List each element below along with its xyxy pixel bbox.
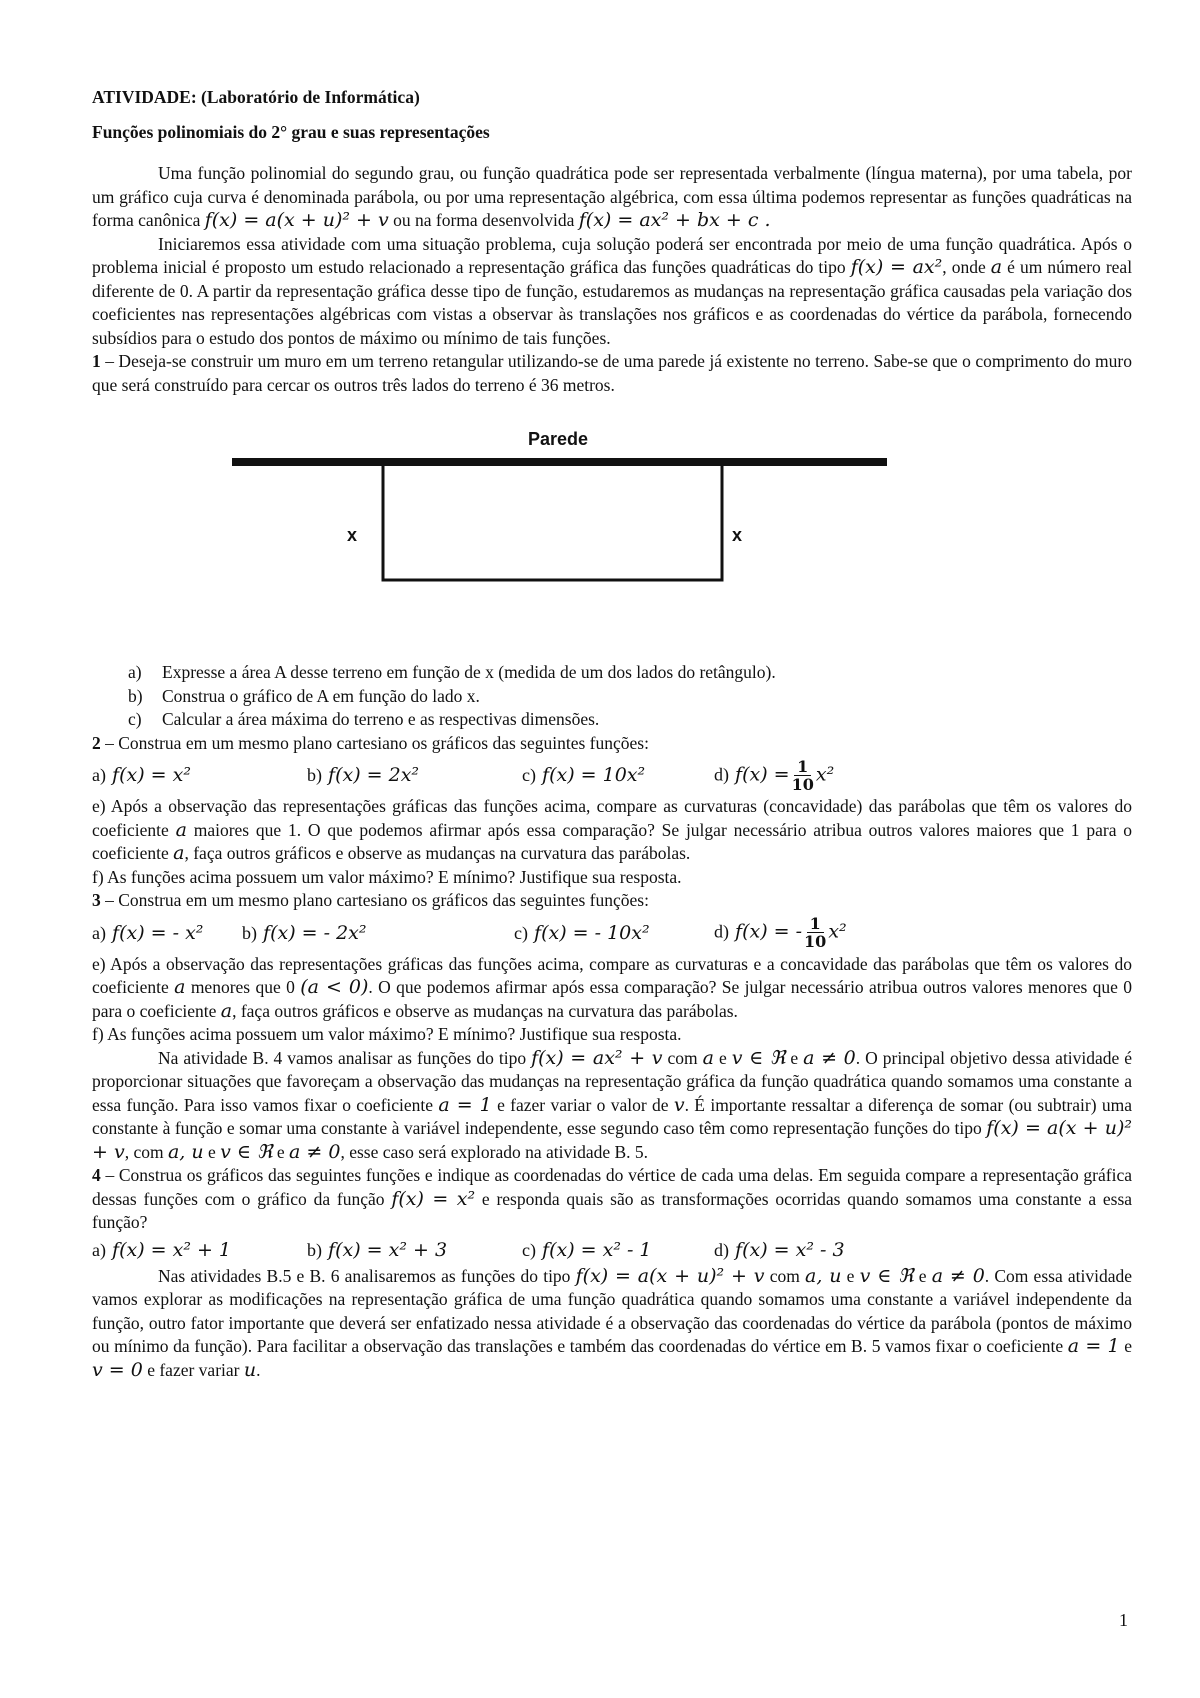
b4-intro-paragraph: Na atividade B. 4 vamos analisar as funções do tipo f(x) = ax² + v com a e v ∈ ℜ e a ≠ 0. O principal objetivo dessa atividade é proporcionar situações que favoreçam a observação das mudanças na representação gráfica da função quadrática quando somamos uma constante a essa função. Para isso vamos fixar o coeficiente a = 1 e fazer variar o valor de v. É importante ressaltar a diferença de somar (ou subtrair) uma constante à função e somar uma constante à variável independente, esse segundo caso têm como representação funções do tipo f(x) = a(x + u)² + v, com a, u e v ∈ ℜ e a ≠ 0, esse caso será explorado na atividade B. 5.	[92, 1046, 1133, 1163]
equation-item: d) f(x) = - $\frac{1}{10}$ x²	[714, 914, 847, 951]
question-4-equations	[92, 1235, 1132, 1265]
intro-paragraph-1: Uma função polinomial do segundo grau, ou função quadrática pode ser representada verbalmente (língua materna), por uma tabela, por um gráfico cuja curva é denominada parábola, ou por uma representação algébrica, com essa última podemos representar as funções quadráticas na forma canônica f(x) = a(x + u)² + v ou na forma desenvolvida f(x) = ax² + bx + c .	[92, 163, 1132, 231]
page-number: 1	[1119, 1610, 1128, 1630]
page-subtitle: Funções polinomiais do 2° grau e suas representações	[92, 121, 490, 142]
fraction: $\frac{1}{10}$	[791, 756, 814, 794]
question-3-e: e) Após a observação das representações gráficas das funções acima, compare as curvaturas e a concavidade das parábolas que têm os valores do coeficiente a menores que 0 (a < 0). O que podemos afirmar após essa comparação? Se julgar necessário atribua outros valores menores que 0 para o coeficiente a, faça outros gráficos e observe as mudanças na curvatura das parábolas.	[92, 953, 1132, 1022]
expanded-form-equation: f(x) = ax² + bx + c .	[578, 209, 771, 231]
equation-item: c) f(x) = x² - 1	[522, 1238, 652, 1261]
equation-item: b) f(x) = 2x²	[307, 764, 420, 786]
left-side-label: x	[346, 525, 358, 545]
question-2-e: e) Após a observação das representações gráficas das funções acima, compare as curvaturas (concavidade) das parábolas que têm os valores do coeficiente a maiores que 1. O que podemos afirmar após essa comparação? Se julgar necessário atribua outros valores maiores que 1 para o coeficiente a, faça outros gráficos e observe as mudanças na curvatura das parábolas.	[92, 796, 1133, 864]
b5-intro-paragraph: Nas atividades B.5 e B. 6 analisaremos as funções do tipo f(x) = a(x + u)² + v com a, u e v ∈ ℜ e a ≠ 0. Com essa atividade vamos explorar as modificações na representação gráfica de uma função quadrática quando somamos uma constante a variável independente da função, outro fator importante que deverá ser enfatizado nessa atividade é a observação das coordenadas do vértice da parábola (pontos de máximo ou mínimo da função). Para facilitar a observação das translações e também das coordenadas do vértice em B. 5 vamos fixar o coeficiente a = 1 e v = 0 e fazer variar u.	[92, 1264, 1133, 1381]
question-1-items	[128, 661, 1132, 732]
question-2-f: f) As funções acima possuem um valor máximo? E mínimo? Justifique sua resposta.	[92, 866, 682, 887]
question-3-f: f) As funções acima possuem um valor máximo? E mínimo? Justifique sua resposta.	[92, 1024, 682, 1044]
document-page	[92, 86, 1132, 1382]
equation-item: a) f(x) = x² + 1	[92, 1238, 232, 1261]
intro-paragraph-2: Iniciaremos essa atividade com uma situação problema, cuja solução poderá ser encontrada por meio de uma função quadrática. Após o problema inicial é proposto um estudo relacionado a representação gráfica das funções quadráticas do tipo f(x) = ax², onde a é um número real diferente de 0. A partir da representação gráfica desse tipo de função, estudaremos as mudanças na representação gráfica causadas pela variação dos coeficientes nas representações algébricas com vistas a observar às translações nos gráficos e as coordenadas do vértice da parábola, fornecendo subsídios para o estudo dos pontos de máximo ou mínimo de tais funções.	[92, 233, 1133, 348]
wall-diagram	[92, 419, 1132, 661]
equation-item: a) f(x) = x²	[92, 764, 191, 786]
fraction: $\frac{1}{10}$	[804, 914, 827, 951]
equation-item: b) f(x) = x² + 3	[307, 1238, 448, 1261]
list-item: a) Expresse a área A desse terreno em função de x (medida de um dos lados do retângulo).	[128, 662, 776, 682]
list-item: c) Calcular a área máxima do terreno e as respectivas dimensões.	[128, 709, 600, 729]
page-title: ATIVIDADE: (Laboratório de Informática)	[92, 87, 420, 107]
fence-rectangle	[383, 462, 722, 580]
equation-item: c) f(x) = - 10x²	[514, 921, 650, 944]
equation-item: c) f(x) = 10x²	[522, 764, 646, 786]
existing-wall	[232, 458, 887, 466]
question-4: 4 – Construa os gráficos das seguintes funções e indique as coordenadas do vértice de cada uma delas. Em seguida compare a representação gráfica dessas funções com o gráfico da função f(x) = x² e responda quais são as transformações ocorridas quando somamos uma constante a essa função?	[92, 1165, 1133, 1232]
canonical-form-equation: f(x) = a(x + u)² + v	[204, 209, 389, 231]
equation-item: b) f(x) = - 2x²	[242, 921, 367, 944]
question-2: 2 – Construa em um mesmo plano cartesiano os gráficos das seguintes funções:	[92, 732, 649, 753]
wall-diagram-svg	[92, 419, 1132, 661]
question-1: 1 – Deseja-se construir um muro em um terreno retangular utilizando-se de uma parede já existente no terreno. Sabe-se que o comprimento do muro que será construído para cercar os outros três lados do terreno é 36 metros.	[92, 351, 1132, 395]
right-side-label: x	[731, 525, 743, 545]
question-3-equations	[92, 913, 1132, 953]
equation-item: a) f(x) = - x²	[92, 921, 204, 944]
equation-item: d) f(x) = x² - 3	[714, 1238, 845, 1261]
quadratic-type-equation: f(x) = ax²	[850, 256, 943, 278]
list-item: b) Construa o gráfico de A em função do lado x.	[128, 685, 480, 706]
equation-item: d) f(x) = $\frac{1}{10}$ x²	[714, 756, 835, 794]
wall-label: Parede	[527, 429, 589, 449]
question-2-equations	[92, 755, 1132, 795]
question-3: 3 – Construa em um mesmo plano cartesiano os gráficos das seguintes funções:	[92, 890, 649, 910]
